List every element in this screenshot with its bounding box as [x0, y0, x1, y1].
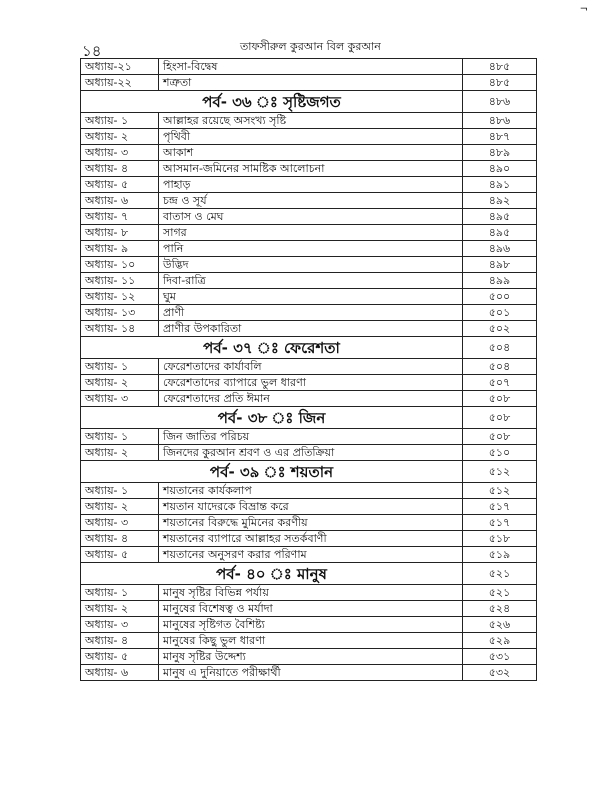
- chapter-page-number: ৫৩২: [463, 665, 537, 681]
- chapter-page-number: ৫২১: [463, 585, 537, 601]
- chapter-label: অধ্যায়- ৪: [81, 531, 159, 547]
- chapter-page-number: ৫১৭: [463, 515, 537, 531]
- chapter-page-number: ৫১৭: [463, 499, 537, 515]
- chapter-label: অধ্যায়- ৫: [81, 649, 159, 665]
- chapter-title: আসমান-জমিনের সামষ্টিক আলোচনা: [159, 161, 463, 177]
- chapter-page-number: ৫১৯: [463, 547, 537, 563]
- chapter-row: [81, 429, 537, 445]
- chapter-row: [81, 129, 537, 145]
- chapter-label: অধ্যায়- ১: [81, 429, 159, 445]
- chapter-title: শয়তানের ব্যাপারে আল্লাহর সতর্কবাণী: [159, 531, 463, 547]
- chapter-page-number: ৪৯১: [463, 177, 537, 193]
- chapter-title: শয়তানের কার্যকলাপ: [159, 483, 463, 499]
- table-of-contents: [80, 58, 537, 681]
- chapter-label: অধ্যায়- ৫: [81, 177, 159, 193]
- chapter-row: [81, 531, 537, 547]
- chapter-row: [81, 177, 537, 193]
- chapter-page-number: ৫০০: [463, 289, 537, 305]
- chapter-title: পানি: [159, 241, 463, 257]
- page-number: ১৪: [82, 42, 102, 60]
- chapter-title: ফেরেশতাদের ব্যাপারে ভুল ধারণা: [159, 375, 463, 391]
- chapter-label: অধ্যায়- ৩: [81, 391, 159, 407]
- chapter-row: [81, 499, 537, 515]
- chapter-row: [81, 665, 537, 681]
- chapter-label: অধ্যায়- ১: [81, 483, 159, 499]
- part-heading-row: [81, 461, 537, 483]
- chapter-page-number: ৪৯৫: [463, 225, 537, 241]
- chapter-title: সাগর: [159, 225, 463, 241]
- chapter-row: [81, 649, 537, 665]
- chapter-label: অধ্যায়- ৯: [81, 241, 159, 257]
- chapter-title: শয়তান যাদেরকে বিভ্রান্ত করে: [159, 499, 463, 515]
- chapter-row: [81, 321, 537, 337]
- part-title: পর্ব- ৩৯ ঃ শয়তান: [81, 461, 463, 483]
- chapter-row: [81, 209, 537, 225]
- chapter-title: হিংসা-বিদ্বেষ: [159, 59, 463, 75]
- part-heading-row: [81, 563, 537, 585]
- chapter-row: [81, 257, 537, 273]
- part-page-number: ৫০৪: [463, 337, 537, 359]
- chapter-page-number: ৫২৪: [463, 601, 537, 617]
- chapter-page-number: ৫০৪: [463, 359, 537, 375]
- chapter-page-number: ৪৯৫: [463, 209, 537, 225]
- chapter-page-number: ৪৯৮: [463, 257, 537, 273]
- chapter-page-number: ৪৯০: [463, 161, 537, 177]
- chapter-row: [81, 617, 537, 633]
- chapter-row: [81, 145, 537, 161]
- chapter-row: [81, 113, 537, 129]
- chapter-title: ফেরেশতাদের প্রতি ঈমান: [159, 391, 463, 407]
- part-heading-row: [81, 337, 537, 359]
- chapter-title: বাতাস ও মেঘ: [159, 209, 463, 225]
- chapter-label: অধ্যায়-২২: [81, 75, 159, 91]
- chapter-page-number: ৫০২: [463, 321, 537, 337]
- chapter-title: ঘুম: [159, 289, 463, 305]
- chapter-page-number: ৫১৮: [463, 531, 537, 547]
- chapter-row: [81, 289, 537, 305]
- chapter-label: অধ্যায়- ৪: [81, 161, 159, 177]
- chapter-title: মানুষ সৃষ্টির বিভিন্ন পর্যায়: [159, 585, 463, 601]
- part-title: পর্ব- ৩৬ ঃ সৃষ্টিজগত: [81, 91, 463, 113]
- chapter-page-number: ৫০৮: [463, 429, 537, 445]
- chapter-row: [81, 273, 537, 289]
- chapter-title: মানুষের সৃষ্টিগত বৈশিষ্ট্য: [159, 617, 463, 633]
- chapter-page-number: ৫৩১: [463, 649, 537, 665]
- chapter-row: [81, 585, 537, 601]
- chapter-page-number: ৪৯২: [463, 193, 537, 209]
- part-page-number: ৪৮৬: [463, 91, 537, 113]
- chapter-label: অধ্যায়- ৪: [81, 633, 159, 649]
- chapter-page-number: ৫০৭: [463, 375, 537, 391]
- chapter-row: [81, 375, 537, 391]
- chapter-row: [81, 225, 537, 241]
- chapter-title: প্রাণী: [159, 305, 463, 321]
- chapter-label: অধ্যায়- ১০: [81, 257, 159, 273]
- chapter-title: চন্দ্র ও সূর্য: [159, 193, 463, 209]
- part-title: পর্ব- ৩৮ ঃ জিন: [81, 407, 463, 429]
- chapter-page-number: ৫০৮: [463, 391, 537, 407]
- chapter-page-number: ৪৮৭: [463, 129, 537, 145]
- chapter-page-number: ৫২৬: [463, 617, 537, 633]
- chapter-label: অধ্যায়- ৬: [81, 193, 159, 209]
- chapter-title: মানুষের বিশেষত্ব ও মর্যাদা: [159, 601, 463, 617]
- chapter-title: জিন জাতির পরিচয়: [159, 429, 463, 445]
- part-title: পর্ব- ৪০ ঃ মানুষ: [81, 563, 463, 585]
- chapter-label: অধ্যায়- ২: [81, 445, 159, 461]
- chapter-row: [81, 359, 537, 375]
- chapter-label: অধ্যায়- ৭: [81, 209, 159, 225]
- part-title: পর্ব- ৩৭ ঃ ফেরেশতা: [81, 337, 463, 359]
- chapter-page-number: ৫১২: [463, 483, 537, 499]
- chapter-title: শয়তানের বিরুদ্ধে মুমিনের করণীয়: [159, 515, 463, 531]
- chapter-label: অধ্যায়- ৩: [81, 515, 159, 531]
- part-page-number: ৫১২: [463, 461, 537, 483]
- part-page-number: ৫০৮: [463, 407, 537, 429]
- running-title: তাফসীরুল কুরআন বিল কুরআন: [240, 40, 381, 53]
- chapter-label: অধ্যায়- ২: [81, 499, 159, 515]
- chapter-label: অধ্যায়- ৩: [81, 617, 159, 633]
- chapter-label: অধ্যায়- ১৪: [81, 321, 159, 337]
- chapter-row: [81, 193, 537, 209]
- chapter-title: আল্লাহর রয়েছে অসংখ্য সৃষ্টি: [159, 113, 463, 129]
- chapter-page-number: ৪৯৯: [463, 273, 537, 289]
- chapter-title: পাহাড়: [159, 177, 463, 193]
- chapter-row: [81, 483, 537, 499]
- chapter-label: অধ্যায়- ১: [81, 359, 159, 375]
- chapter-title: মানুষ সৃষ্টির উদ্দেশ্য: [159, 649, 463, 665]
- chapter-label: অধ্যায়- ২: [81, 129, 159, 145]
- chapter-label: অধ্যায়- ৮: [81, 225, 159, 241]
- chapter-label: অধ্যায়-২১: [81, 59, 159, 75]
- part-page-number: ৫২১: [463, 563, 537, 585]
- chapter-page-number: ৫০১: [463, 305, 537, 321]
- chapter-row: [81, 515, 537, 531]
- chapter-title: পৃথিবী: [159, 129, 463, 145]
- chapter-title: মানুষ এ দুনিয়াতে পরীক্ষার্থী: [159, 665, 463, 681]
- toc-body: [81, 59, 537, 681]
- chapter-label: অধ্যায়- ১: [81, 585, 159, 601]
- chapter-label: অধ্যায়- ৩: [81, 145, 159, 161]
- part-heading-row: [81, 407, 537, 429]
- chapter-title: উদ্ভিদ: [159, 257, 463, 273]
- chapter-label: অধ্যায়- ৬: [81, 665, 159, 681]
- chapter-title: দিবা-রাত্রি: [159, 273, 463, 289]
- chapter-row: [81, 547, 537, 563]
- chapter-label: অধ্যায়- ২: [81, 375, 159, 391]
- chapter-title: ফেরেশতাদের কার্যাবলি: [159, 359, 463, 375]
- chapter-page-number: ৫১০: [463, 445, 537, 461]
- chapter-page-number: ৪৯৬: [463, 241, 537, 257]
- chapter-page-number: ৪৮৫: [463, 59, 537, 75]
- chapter-row: [81, 391, 537, 407]
- chapter-title: মানুষের কিছু ভুল ধারণা: [159, 633, 463, 649]
- chapter-title: শয়তানের অনুসরণ করার পরিণাম: [159, 547, 463, 563]
- chapter-label: অধ্যায়- ১: [81, 113, 159, 129]
- chapter-row: [81, 161, 537, 177]
- chapter-title: আকাশ: [159, 145, 463, 161]
- chapter-title: প্রাণীর উপকারিতা: [159, 321, 463, 337]
- chapter-label: অধ্যায়- ৫: [81, 547, 159, 563]
- corner-mark: ¬: [579, 4, 588, 15]
- chapter-row: [81, 241, 537, 257]
- chapter-label: অধ্যায়- ১২: [81, 289, 159, 305]
- chapter-row: [81, 59, 537, 75]
- chapter-row: [81, 633, 537, 649]
- chapter-row: [81, 601, 537, 617]
- chapter-page-number: ৪৮৬: [463, 113, 537, 129]
- part-heading-row: [81, 91, 537, 113]
- chapter-page-number: ৪৮৫: [463, 75, 537, 91]
- chapter-row: [81, 305, 537, 321]
- chapter-label: অধ্যায়- ১৩: [81, 305, 159, 321]
- chapter-page-number: ৪৮৯: [463, 145, 537, 161]
- chapter-row: [81, 75, 537, 91]
- chapter-row: [81, 445, 537, 461]
- chapter-page-number: ৫২৯: [463, 633, 537, 649]
- chapter-title: শত্রুতা: [159, 75, 463, 91]
- chapter-title: জিনদের কুরআন শ্রবণ ও এর প্রতিক্রিয়া: [159, 445, 463, 461]
- chapter-label: অধ্যায়- ১১: [81, 273, 159, 289]
- chapter-label: অধ্যায়- ২: [81, 601, 159, 617]
